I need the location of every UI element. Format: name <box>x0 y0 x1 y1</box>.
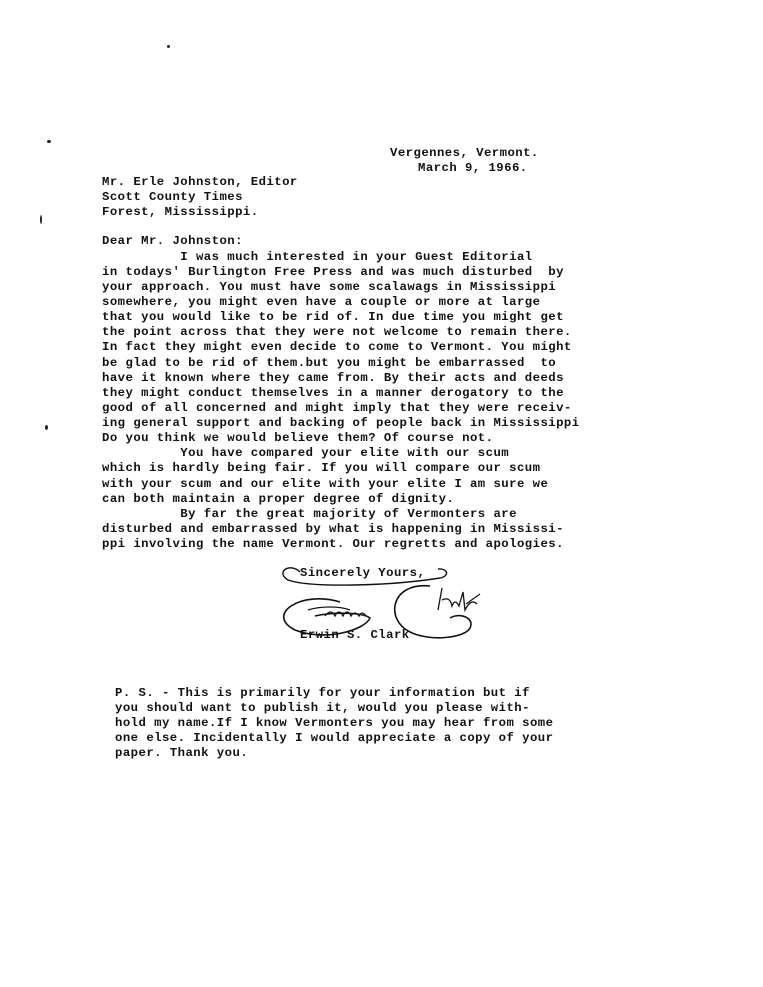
scan-speck <box>40 215 42 224</box>
body-line: good of all concerned and might imply that they were receiv- <box>102 401 572 415</box>
postscript-line: one else. Incidentally I would appreciate a copy of your <box>115 731 554 745</box>
scan-speck <box>45 425 48 430</box>
body-line: they might conduct themselves in a manner derogatory to the <box>102 386 564 400</box>
body-line: be glad to be rid of them.but you might be embarrassed to <box>102 356 557 370</box>
letter-place: Vergennes, Vermont. <box>390 146 539 160</box>
body-line: ppi involving the name Vermont. Our regretts and apologies. <box>102 537 564 551</box>
body-line: Do you think we would believe them? Of course not. <box>102 431 494 445</box>
salutation: Dear Mr. Johnston: <box>102 234 243 248</box>
body-line: which is hardly being fair. If you will compare our scum <box>102 461 541 475</box>
body-line: ing general support and backing of people back in Mississippi <box>102 416 580 430</box>
body-line: somewhere, you might even have a couple or more at large <box>102 295 541 309</box>
letter-date: March 9, 1966. <box>418 161 528 175</box>
signer-name: Erwin S. Clark <box>300 628 410 642</box>
recipient-line: Mr. Erle Johnston, Editor <box>102 175 298 189</box>
body-line: I was much interested in your Guest Editorial <box>102 250 533 264</box>
body-line: In fact they might even decide to come to Vermont. You might <box>102 340 572 354</box>
recipient-line: Scott County Times <box>102 190 243 204</box>
body-line: By far the great majority of Vermonters are <box>102 507 517 521</box>
body-line: You have compared your elite with our scum <box>102 446 510 460</box>
postscript-line: P. S. - This is primarily for your information but if <box>115 686 530 700</box>
body-line: in todays' Burlington Free Press and was much disturbed by <box>102 265 564 279</box>
scan-speck <box>47 140 51 143</box>
closing: Sincerely Yours, <box>300 566 426 580</box>
body-line: the point across that they were not welcome to remain there. <box>102 325 572 339</box>
scan-speck <box>167 45 170 48</box>
body-line: have it known where they came from. By their acts and deeds <box>102 371 564 385</box>
body-line: can both maintain a proper degree of dignity. <box>102 492 455 506</box>
postscript-line: hold my name.If I know Vermonters you may hear from some <box>115 716 554 730</box>
postscript-line: you should want to publish it, would you please with- <box>115 701 530 715</box>
postscript-line: paper. Thank you. <box>115 746 249 760</box>
recipient-line: Forest, Mississippi. <box>102 205 259 219</box>
body-line: with your scum and our elite with your elite I am sure we <box>102 477 549 491</box>
body-line: disturbed and embarrassed by what is happening in Mississi- <box>102 522 564 536</box>
body-line: that you would like to be rid of. In due time you might get <box>102 310 564 324</box>
body-line: your approach. You must have some scalawags in Mississippi <box>102 280 557 294</box>
